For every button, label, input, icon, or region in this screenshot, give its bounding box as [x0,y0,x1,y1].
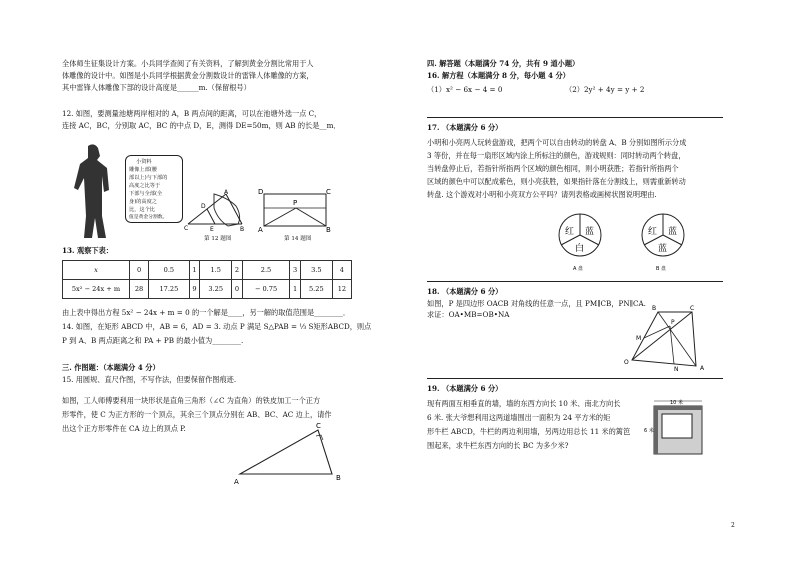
divider [427,117,723,118]
q19-line-2: 6 米. 张大爷想利用这两道墙围出一面积为 24 平方米的矩 [427,413,611,422]
q12-line-1: 12. 如图，要测量池塘两岸相对的 A，B 两点间的距离，可以在池塘外选一点 C， [62,109,322,118]
q13-tail: 由上表中得出方程 5x² − 24x + m = 0 的一个解是____，另一解的取值范围是________． [62,308,351,317]
note-line-4: 高度之比等于 [129,183,161,189]
table-cell: 2 [232,261,243,280]
spinner-a [557,212,603,276]
divider [427,281,723,282]
intro-line-3: 其中雷锋人体雕像下部的设计高度是______m.（保留根号） [62,83,251,92]
table-cell: x [63,261,130,280]
note-line-5: 下部与全部(全 [129,191,163,197]
fig18-label-n: N [674,366,679,372]
q15-line-2: 形零件，使 C 为正方形的一个顶点，其余三个顶点分别在 AB、BC、AC 边上，请作 [62,410,332,419]
fig18-label-a: A [700,365,705,372]
q17-line-5: 转盘. 这个游戏对小明和小亮双方公平吗？请列表格或画树状图说明理由. [427,190,657,199]
intro-line-1: 全体师生征集设计方案。小兵同学查阅了有关资料，了解到黄金分割比常用于人 [62,59,314,68]
table-cell: − 0.75 [242,280,289,299]
fig19-label-6m: 6 米 [644,428,654,434]
q19-line-4: 围起来，求牛栏东西方向的长 BC 为多少米? [427,441,569,450]
info-note-box [125,155,183,223]
spinner-a-caption: A 盘 [573,266,584,272]
table-cell: 28 [130,280,149,299]
q17-line-1: 小明和小亮两人玩转盘游戏，把两个可以自由转动的转盘 A、B 分别如图所示分成 [427,138,687,147]
fig15-label-b: B [336,474,341,482]
table-cell: 0 [130,261,149,280]
fig15-label-a: A [234,478,239,486]
figure-18 [622,302,722,372]
figure-14 [256,186,336,232]
q17-title: 17. （本题满分 6 分） [427,123,503,132]
table-cell: 12 [332,280,351,299]
statue-figure [68,140,116,240]
table-cell: 5x² − 24x + m [63,280,130,299]
fig12-label-b: B [240,226,245,232]
q15-line-3: 出这个正方形零件在 CA 边上的顶点 P. [62,424,186,433]
figure-19-pen [644,396,708,462]
q15-line-1: 如图，工人师傅要利用一块形状是直角三角形（∠C 为直角）的铁皮加工一个正方 [62,396,321,405]
q19-line-3: 形牛栏 ABCD，牛栏的两边利用墙，另两边用总长 11 米的篱笆 [427,427,631,436]
fig18-label-p: P [671,319,675,326]
fig12-label-d: D [201,203,206,210]
note-line-8: 值是黄金分割数。 [129,215,168,220]
spinner-a-blue: 蓝 [585,227,595,237]
fig12-label-c: C [184,225,189,232]
section4-title: 四. 解答题（本题满分 74 分，共有 9 道小题） [427,59,580,68]
divider [427,378,723,379]
spinner-b-red: 红 [648,227,658,237]
fig18-label-m: M [636,335,642,342]
q19-line-1: 现有两面互相垂直的墙，墙的东西方向长 10 米、南北方向长 [427,399,621,408]
note-line-7: 比，这个比 [129,207,155,213]
table-cell: 1 [189,261,200,280]
spinner-b-blue: 蓝 [668,227,678,237]
q13-title: 13. 观察下表： [62,246,113,255]
table-cell: 2.5 [242,261,289,280]
intro-line-2: 体雕像的设计中。如图是小兵同学根据黄金分割数设计的雷锋人体雕像的方案， [62,71,314,80]
table-cell: 5.25 [300,280,332,299]
fig18-label-o: O [624,359,629,366]
q12-line-2: 连接 AC，BC，分别取 AC，BC 的中点 D，E，测得 DE=50m，则 AB 的长是__m． [62,121,341,130]
section3-title: 三. 作图题：（本题满分 4 分） [62,363,160,372]
spinner-a-red: 红 [565,227,575,237]
note-line-3: 部以上)与下部的 [129,175,168,181]
fig15-label-c: C [316,422,321,430]
spinner-b-blue-2: 蓝 [658,244,668,254]
fig14-label-d: D [258,188,264,196]
note-line-6: 身)的高度之 [129,199,157,205]
fig12-label-a: A [224,189,229,196]
q18-line-1: 如图，P 是四边形 OACB 对角线的任意一点，且 PM∥CB，PN∥CA. [427,299,646,308]
figure-12 [184,188,248,232]
table-cell: 0 [232,280,243,299]
spinner-b [640,212,686,276]
q18-line-2: 求证：OA•MB=OB•NA [427,310,510,319]
q13-table [62,260,352,299]
table-cell: 1.5 [200,261,232,280]
table-cell: 3.25 [200,280,232,299]
note-line-2: 雕像上部(腰 [129,167,157,173]
page-number: 2 [731,522,735,529]
q17-line-3: 当转盘停止后，若指针所指两个区域的颜色相同，则小明获胜；若指针所指两个 [427,164,679,173]
spinner-b-caption: B 盘 [656,266,667,272]
q15-title: 15. 用圆规、直尺作图，不写作法，但要保留作图痕迹. [62,375,237,384]
fig19-label-10m: 10 米 [670,400,683,406]
fig14-label-a: A [258,226,263,232]
table-cell: 17.25 [149,280,190,299]
q14-line-2: P 到 A、B 两点距离之和 PA + PB 的最小值为________. [62,336,244,345]
q17-line-2: 3 等份，并在每一扇形区域内涂上所标注的颜色，游戏规则：同时转动两个转盘， [427,151,686,160]
fig14-caption: 第 14 题图 [284,236,312,242]
q19-title: 19. （本题满分 6 分） [427,384,503,393]
table-cell: 0.5 [149,261,190,280]
q16-part-1: （1）x² − 6x − 4 = 0 [427,85,503,94]
fig14-label-c: C [326,188,331,196]
fig12-caption: 第 12 题图 [204,236,232,242]
table-row [63,261,352,280]
spinner-a-white: 白 [575,244,585,254]
q17-line-4: 区域的颜色中可以配成紫色，则小亮获胜，如果指针落在分割线上，则需重新转动 [427,177,686,186]
fig18-label-c: C [690,305,695,312]
fig18-label-b: B [652,305,657,312]
q14-line-1: 14. 如图，在矩形 ABCD 中，AB = 6，AD = 3. 动点 P 满足 S△PAB = ⅓ S矩形ABCD，则点 [62,322,372,331]
table-cell: 1 [290,280,301,299]
fig12-label-e: E [210,226,214,232]
figure-15-triangle [228,420,358,488]
q16-part-2: （2）2y² + 4y = y + 2 [565,85,645,94]
table-cell: 3.5 [300,261,332,280]
table-cell: 4 [332,261,351,280]
q18-title: 18. （本题满分 6 分） [427,287,503,296]
table-cell: 9 [189,280,200,299]
note-line-1: 小资料 [136,159,152,165]
table-row [63,280,352,299]
fig14-label-b: B [326,226,331,232]
fig14-label-p: P [293,199,298,207]
q16-title: 16. 解方程（本题满分 8 分，每小题 4 分） [427,71,570,80]
table-cell: 3 [290,261,301,280]
